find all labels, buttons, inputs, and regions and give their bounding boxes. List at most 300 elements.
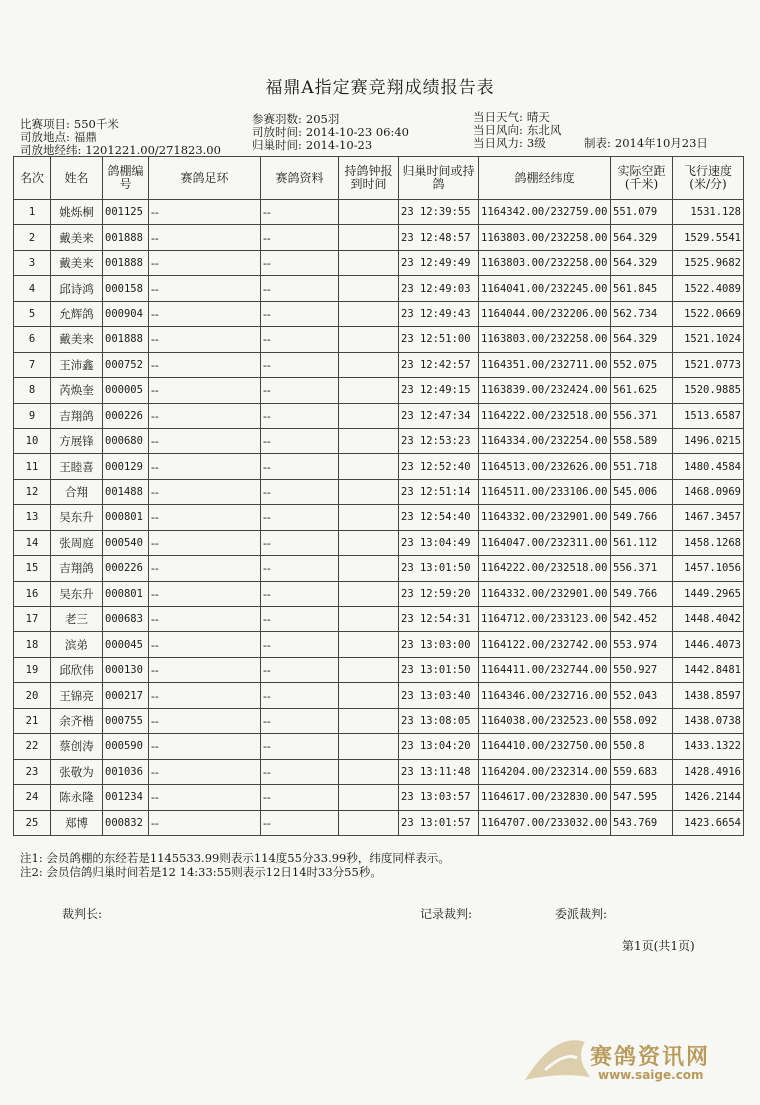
ring-cell: -- bbox=[149, 734, 261, 759]
info-cell: -- bbox=[261, 276, 339, 301]
rank-cell: 7 bbox=[14, 352, 51, 377]
coords-cell: 1164038.00/232523.00 bbox=[479, 708, 611, 733]
loft-cell: 001234 bbox=[103, 785, 149, 810]
rank-cell: 19 bbox=[14, 657, 51, 682]
info-cell: -- bbox=[261, 734, 339, 759]
rank-cell: 12 bbox=[14, 479, 51, 504]
table-row bbox=[14, 479, 744, 504]
loft-cell: 001125 bbox=[103, 200, 149, 225]
coords-cell: 1164712.00/233123.00 bbox=[479, 607, 611, 632]
loft-cell: 000045 bbox=[103, 632, 149, 657]
coords-cell: 1163803.00/232258.00 bbox=[479, 327, 611, 352]
signature-chief-referee: 裁判长: bbox=[62, 907, 103, 921]
clock-cell bbox=[339, 378, 399, 403]
speed-cell: 1521.1024 bbox=[673, 327, 744, 352]
distance-cell: 556.371 bbox=[611, 403, 673, 428]
ring-cell: -- bbox=[149, 607, 261, 632]
return-time-cell: 23 12:49:15 bbox=[399, 378, 479, 403]
return-time-cell: 23 12:51:14 bbox=[399, 479, 479, 504]
clock-cell bbox=[339, 454, 399, 479]
loft-cell: 000832 bbox=[103, 810, 149, 835]
rank-cell: 8 bbox=[14, 378, 51, 403]
rank-cell: 23 bbox=[14, 759, 51, 784]
ring-cell: -- bbox=[149, 250, 261, 275]
info-cell: -- bbox=[261, 785, 339, 810]
coords-cell: 1164411.00/232744.00 bbox=[479, 657, 611, 682]
return-time-cell: 23 12:39:55 bbox=[399, 200, 479, 225]
distance-cell: 545.006 bbox=[611, 479, 673, 504]
ring-cell: -- bbox=[149, 276, 261, 301]
ring-cell: -- bbox=[149, 556, 261, 581]
speed-cell: 1438.0738 bbox=[673, 708, 744, 733]
results-table bbox=[13, 156, 744, 836]
watermark-site-name: 赛鸽资讯网 bbox=[590, 1045, 711, 1070]
name-cell: 戴美来 bbox=[51, 225, 103, 250]
name-cell: 戴美来 bbox=[51, 327, 103, 352]
loft-cell: 000158 bbox=[103, 276, 149, 301]
return-time-cell: 23 12:42:57 bbox=[399, 352, 479, 377]
col-header-coords: 鸽棚经纬度 bbox=[479, 157, 611, 200]
speed-cell: 1438.8597 bbox=[673, 683, 744, 708]
rank-cell: 14 bbox=[14, 530, 51, 555]
distance-cell: 561.845 bbox=[611, 276, 673, 301]
table-row bbox=[14, 734, 744, 759]
rank-cell: 1 bbox=[14, 200, 51, 225]
rank-cell: 3 bbox=[14, 250, 51, 275]
return-time-cell: 23 13:08:05 bbox=[399, 708, 479, 733]
distance-cell: 561.112 bbox=[611, 530, 673, 555]
name-cell: 芮焕奎 bbox=[51, 378, 103, 403]
speed-cell: 1521.0773 bbox=[673, 352, 744, 377]
footnote-1: 注1: 会员鸽棚的东经若是1145533.99则表示114度55分33.99秒，纬度同样表示。 bbox=[20, 851, 450, 865]
ring-cell: -- bbox=[149, 327, 261, 352]
ring-cell: -- bbox=[149, 632, 261, 657]
name-cell: 邱欣伟 bbox=[51, 657, 103, 682]
clock-cell bbox=[339, 479, 399, 504]
distance-cell: 551.718 bbox=[611, 454, 673, 479]
name-cell: 陈永隆 bbox=[51, 785, 103, 810]
clock-cell bbox=[339, 734, 399, 759]
rank-cell: 25 bbox=[14, 810, 51, 835]
return-time-cell: 23 12:53:23 bbox=[399, 428, 479, 453]
speed-cell: 1531.128 bbox=[673, 200, 744, 225]
coords-cell: 1164222.00/232518.00 bbox=[479, 556, 611, 581]
return-time-cell: 23 13:11:48 bbox=[399, 759, 479, 784]
info-cell: -- bbox=[261, 759, 339, 784]
distance-cell: 552.075 bbox=[611, 352, 673, 377]
return-time-cell: 23 13:04:49 bbox=[399, 530, 479, 555]
rank-cell: 16 bbox=[14, 581, 51, 606]
ring-cell: -- bbox=[149, 378, 261, 403]
info-cell: -- bbox=[261, 403, 339, 428]
col-header-speed: 飞行速度(米/分) bbox=[673, 157, 744, 200]
name-cell: 蔡创涛 bbox=[51, 734, 103, 759]
speed-cell: 1468.0969 bbox=[673, 479, 744, 504]
distance-cell: 561.625 bbox=[611, 378, 673, 403]
col-header-rank: 名次 bbox=[14, 157, 51, 200]
coords-cell: 1164351.00/232711.00 bbox=[479, 352, 611, 377]
ring-cell: -- bbox=[149, 708, 261, 733]
clock-cell bbox=[339, 530, 399, 555]
distance-cell: 543.769 bbox=[611, 810, 673, 835]
name-cell: 王锦亮 bbox=[51, 683, 103, 708]
distance-cell: 553.974 bbox=[611, 632, 673, 657]
coords-cell: 1164513.00/232626.00 bbox=[479, 454, 611, 479]
name-cell: 姚烁桐 bbox=[51, 200, 103, 225]
info-cell: -- bbox=[261, 378, 339, 403]
name-cell: 滨弟 bbox=[51, 632, 103, 657]
table-row bbox=[14, 428, 744, 453]
name-cell: 吉翔鸽 bbox=[51, 403, 103, 428]
col-header-loft: 鸽棚编号 bbox=[103, 157, 149, 200]
table-row bbox=[14, 276, 744, 301]
table-header-row bbox=[14, 157, 744, 200]
distance-cell: 549.766 bbox=[611, 505, 673, 530]
col-header-info: 赛鸽资料 bbox=[261, 157, 339, 200]
speed-cell: 1433.1322 bbox=[673, 734, 744, 759]
clock-cell bbox=[339, 556, 399, 581]
return-time-cell: 23 12:49:49 bbox=[399, 250, 479, 275]
return-time-cell: 23 13:01:50 bbox=[399, 657, 479, 682]
ring-cell: -- bbox=[149, 428, 261, 453]
coords-cell: 1164204.00/232314.00 bbox=[479, 759, 611, 784]
table-row bbox=[14, 378, 744, 403]
distance-cell: 556.371 bbox=[611, 556, 673, 581]
ring-cell: -- bbox=[149, 352, 261, 377]
name-cell: 郑博 bbox=[51, 810, 103, 835]
loft-cell: 000590 bbox=[103, 734, 149, 759]
distance-cell: 558.589 bbox=[611, 428, 673, 453]
table-row bbox=[14, 581, 744, 606]
return-time-cell: 23 13:01:57 bbox=[399, 810, 479, 835]
meta-return-time: 归巢时间: 2014-10-23 bbox=[252, 138, 373, 152]
rank-cell: 18 bbox=[14, 632, 51, 657]
clock-cell bbox=[339, 327, 399, 352]
return-time-cell: 23 12:49:43 bbox=[399, 301, 479, 326]
loft-cell: 000540 bbox=[103, 530, 149, 555]
table-row bbox=[14, 352, 744, 377]
loft-cell: 001488 bbox=[103, 479, 149, 504]
name-cell: 王沛鑫 bbox=[51, 352, 103, 377]
meta-made-date: 制表: 2014年10月23日 bbox=[584, 136, 708, 150]
table-row bbox=[14, 657, 744, 682]
clock-cell bbox=[339, 428, 399, 453]
loft-cell: 000752 bbox=[103, 352, 149, 377]
return-time-cell: 23 13:03:57 bbox=[399, 785, 479, 810]
table-row bbox=[14, 505, 744, 530]
coords-cell: 1164041.00/232245.00 bbox=[479, 276, 611, 301]
table-row bbox=[14, 403, 744, 428]
loft-cell: 000130 bbox=[103, 657, 149, 682]
report-title: 福鼎A指定赛竞翔成绩报告表 bbox=[265, 78, 495, 98]
rank-cell: 9 bbox=[14, 403, 51, 428]
distance-cell: 550.8 bbox=[611, 734, 673, 759]
name-cell: 吉翔鸽 bbox=[51, 556, 103, 581]
speed-cell: 1467.3457 bbox=[673, 505, 744, 530]
speed-cell: 1458.1268 bbox=[673, 530, 744, 555]
ring-cell: -- bbox=[149, 683, 261, 708]
info-cell: -- bbox=[261, 225, 339, 250]
table-row bbox=[14, 785, 744, 810]
return-time-cell: 23 13:01:50 bbox=[399, 556, 479, 581]
clock-cell bbox=[339, 352, 399, 377]
signature-record-referee: 记录裁判: bbox=[420, 907, 473, 921]
speed-cell: 1442.8481 bbox=[673, 657, 744, 682]
clock-cell bbox=[339, 708, 399, 733]
coords-cell: 1164047.00/232311.00 bbox=[479, 530, 611, 555]
speed-cell: 1513.6587 bbox=[673, 403, 744, 428]
meta-wind-force: 当日风力: 3级 bbox=[473, 136, 546, 150]
rank-cell: 6 bbox=[14, 327, 51, 352]
table-row bbox=[14, 759, 744, 784]
rank-cell: 17 bbox=[14, 607, 51, 632]
info-cell: -- bbox=[261, 250, 339, 275]
loft-cell: 000755 bbox=[103, 708, 149, 733]
info-cell: -- bbox=[261, 556, 339, 581]
name-cell: 吴东升 bbox=[51, 581, 103, 606]
clock-cell bbox=[339, 581, 399, 606]
coords-cell: 1163839.00/232424.00 bbox=[479, 378, 611, 403]
table-row bbox=[14, 556, 744, 581]
ring-cell: -- bbox=[149, 403, 261, 428]
ring-cell: -- bbox=[149, 225, 261, 250]
clock-cell bbox=[339, 810, 399, 835]
rank-cell: 24 bbox=[14, 785, 51, 810]
clock-cell bbox=[339, 632, 399, 657]
return-time-cell: 23 12:49:03 bbox=[399, 276, 479, 301]
name-cell: 老三 bbox=[51, 607, 103, 632]
coords-cell: 1164617.00/232830.00 bbox=[479, 785, 611, 810]
loft-cell: 000683 bbox=[103, 607, 149, 632]
meta-entries: 参赛羽数: 205羽 bbox=[252, 112, 340, 126]
name-cell: 允辉鸽 bbox=[51, 301, 103, 326]
speed-cell: 1480.4584 bbox=[673, 454, 744, 479]
speed-cell: 1423.6654 bbox=[673, 810, 744, 835]
speed-cell: 1426.2144 bbox=[673, 785, 744, 810]
clock-cell bbox=[339, 403, 399, 428]
speed-cell: 1448.4042 bbox=[673, 607, 744, 632]
info-cell: -- bbox=[261, 657, 339, 682]
coords-cell: 1164511.00/233106.00 bbox=[479, 479, 611, 504]
info-cell: -- bbox=[261, 327, 339, 352]
coords-cell: 1164342.00/232759.00 bbox=[479, 200, 611, 225]
speed-cell: 1457.1056 bbox=[673, 556, 744, 581]
col-header-name: 姓名 bbox=[51, 157, 103, 200]
footnote-2: 注2: 会员信鸽归巢时间若是12 14:33:55则表示12日14时33分55秒。 bbox=[20, 865, 382, 879]
loft-cell: 000801 bbox=[103, 505, 149, 530]
ring-cell: -- bbox=[149, 479, 261, 504]
table-row bbox=[14, 607, 744, 632]
return-time-cell: 23 12:51:00 bbox=[399, 327, 479, 352]
speed-cell: 1446.4073 bbox=[673, 632, 744, 657]
clock-cell bbox=[339, 225, 399, 250]
distance-cell: 562.734 bbox=[611, 301, 673, 326]
distance-cell: 549.766 bbox=[611, 581, 673, 606]
clock-cell bbox=[339, 250, 399, 275]
rank-cell: 10 bbox=[14, 428, 51, 453]
col-header-clock: 持鸽钟报到时间 bbox=[339, 157, 399, 200]
info-cell: -- bbox=[261, 581, 339, 606]
loft-cell: 000226 bbox=[103, 556, 149, 581]
return-time-cell: 23 12:54:40 bbox=[399, 505, 479, 530]
coords-cell: 1163803.00/232258.00 bbox=[479, 250, 611, 275]
rank-cell: 5 bbox=[14, 301, 51, 326]
return-time-cell: 23 12:59:20 bbox=[399, 581, 479, 606]
name-cell: 戴美来 bbox=[51, 250, 103, 275]
clock-cell bbox=[339, 200, 399, 225]
rank-cell: 2 bbox=[14, 225, 51, 250]
meta-release-place: 司放地点: 福鼎 bbox=[20, 130, 97, 144]
footnotes bbox=[20, 851, 450, 879]
loft-cell: 000129 bbox=[103, 454, 149, 479]
table-row bbox=[14, 810, 744, 835]
info-cell: -- bbox=[261, 607, 339, 632]
coords-cell: 1164122.00/232742.00 bbox=[479, 632, 611, 657]
table-row bbox=[14, 454, 744, 479]
return-time-cell: 23 13:04:20 bbox=[399, 734, 479, 759]
clock-cell bbox=[339, 276, 399, 301]
rank-cell: 11 bbox=[14, 454, 51, 479]
rank-cell: 15 bbox=[14, 556, 51, 581]
info-cell: -- bbox=[261, 352, 339, 377]
loft-cell: 000680 bbox=[103, 428, 149, 453]
meta-race-item: 比赛项目: 550千米 bbox=[20, 117, 119, 131]
meta-weather: 当日天气: 晴天 bbox=[473, 110, 550, 124]
info-cell: -- bbox=[261, 301, 339, 326]
speed-cell: 1449.2965 bbox=[673, 581, 744, 606]
speed-cell: 1522.0669 bbox=[673, 301, 744, 326]
distance-cell: 542.452 bbox=[611, 607, 673, 632]
table-row bbox=[14, 301, 744, 326]
ring-cell: -- bbox=[149, 810, 261, 835]
info-cell: -- bbox=[261, 810, 339, 835]
name-cell: 吴东升 bbox=[51, 505, 103, 530]
clock-cell bbox=[339, 301, 399, 326]
watermark-url: www.saige.com bbox=[598, 1068, 704, 1082]
distance-cell: 559.683 bbox=[611, 759, 673, 784]
coords-cell: 1163803.00/232258.00 bbox=[479, 225, 611, 250]
ring-cell: -- bbox=[149, 657, 261, 682]
distance-cell: 564.329 bbox=[611, 225, 673, 250]
name-cell: 邱诗鸿 bbox=[51, 276, 103, 301]
coords-cell: 1164332.00/232901.00 bbox=[479, 581, 611, 606]
table-row bbox=[14, 225, 744, 250]
speed-cell: 1428.4916 bbox=[673, 759, 744, 784]
loft-cell: 001888 bbox=[103, 225, 149, 250]
meta-release-time: 司放时间: 2014-10-23 06:40 bbox=[252, 125, 409, 139]
meta-wind-direction: 当日风向: 东北风 bbox=[473, 123, 562, 137]
speed-cell: 1496.0215 bbox=[673, 428, 744, 453]
loft-cell: 000217 bbox=[103, 683, 149, 708]
info-cell: -- bbox=[261, 632, 339, 657]
name-cell: 张周庭 bbox=[51, 530, 103, 555]
coords-cell: 1164222.00/232518.00 bbox=[479, 403, 611, 428]
ring-cell: -- bbox=[149, 301, 261, 326]
clock-cell bbox=[339, 607, 399, 632]
col-header-ring: 赛鸽足环 bbox=[149, 157, 261, 200]
distance-cell: 558.092 bbox=[611, 708, 673, 733]
speed-cell: 1529.5541 bbox=[673, 225, 744, 250]
ring-cell: -- bbox=[149, 759, 261, 784]
name-cell: 合翔 bbox=[51, 479, 103, 504]
distance-cell: 550.927 bbox=[611, 657, 673, 682]
rank-cell: 13 bbox=[14, 505, 51, 530]
table-row bbox=[14, 530, 744, 555]
coords-cell: 1164332.00/232901.00 bbox=[479, 505, 611, 530]
table-row bbox=[14, 327, 744, 352]
clock-cell bbox=[339, 785, 399, 810]
clock-cell bbox=[339, 683, 399, 708]
ring-cell: -- bbox=[149, 454, 261, 479]
clock-cell bbox=[339, 505, 399, 530]
return-time-cell: 23 12:48:57 bbox=[399, 225, 479, 250]
clock-cell bbox=[339, 657, 399, 682]
coords-cell: 1164410.00/232750.00 bbox=[479, 734, 611, 759]
info-cell: -- bbox=[261, 200, 339, 225]
speed-cell: 1525.9682 bbox=[673, 250, 744, 275]
signature-appointed-referee: 委派裁判: bbox=[555, 907, 608, 921]
speed-cell: 1520.9885 bbox=[673, 378, 744, 403]
name-cell: 张敬为 bbox=[51, 759, 103, 784]
table-row bbox=[14, 632, 744, 657]
name-cell: 余齐楷 bbox=[51, 708, 103, 733]
distance-cell: 551.079 bbox=[611, 200, 673, 225]
name-cell: 方展锋 bbox=[51, 428, 103, 453]
rank-cell: 20 bbox=[14, 683, 51, 708]
meta-release-coords: 司放地经纬: 1201221.00/271823.00 bbox=[20, 143, 221, 157]
table-row bbox=[14, 708, 744, 733]
info-cell: -- bbox=[261, 683, 339, 708]
return-time-cell: 23 13:03:40 bbox=[399, 683, 479, 708]
info-cell: -- bbox=[261, 530, 339, 555]
rank-cell: 4 bbox=[14, 276, 51, 301]
coords-cell: 1164044.00/232206.00 bbox=[479, 301, 611, 326]
distance-cell: 564.329 bbox=[611, 250, 673, 275]
info-cell: -- bbox=[261, 708, 339, 733]
loft-cell: 001888 bbox=[103, 250, 149, 275]
table-row bbox=[14, 200, 744, 225]
info-cell: -- bbox=[261, 505, 339, 530]
ring-cell: -- bbox=[149, 530, 261, 555]
return-time-cell: 23 13:03:00 bbox=[399, 632, 479, 657]
speed-cell: 1522.4089 bbox=[673, 276, 744, 301]
info-cell: -- bbox=[261, 479, 339, 504]
ring-cell: -- bbox=[149, 505, 261, 530]
rank-cell: 22 bbox=[14, 734, 51, 759]
col-header-distance: 实际空距(千米) bbox=[611, 157, 673, 200]
coords-cell: 1164334.00/232254.00 bbox=[479, 428, 611, 453]
distance-cell: 547.595 bbox=[611, 785, 673, 810]
ring-cell: -- bbox=[149, 785, 261, 810]
return-time-cell: 23 12:47:34 bbox=[399, 403, 479, 428]
loft-cell: 000226 bbox=[103, 403, 149, 428]
table-row bbox=[14, 250, 744, 275]
col-header-return-time: 归巢时间或持鸽 bbox=[399, 157, 479, 200]
clock-cell bbox=[339, 759, 399, 784]
info-cell: -- bbox=[261, 428, 339, 453]
name-cell: 王睦喜 bbox=[51, 454, 103, 479]
info-cell: -- bbox=[261, 454, 339, 479]
coords-cell: 1164707.00/233032.00 bbox=[479, 810, 611, 835]
coords-cell: 1164346.00/232716.00 bbox=[479, 683, 611, 708]
rank-cell: 21 bbox=[14, 708, 51, 733]
ring-cell: -- bbox=[149, 581, 261, 606]
return-time-cell: 23 12:52:40 bbox=[399, 454, 479, 479]
loft-cell: 001036 bbox=[103, 759, 149, 784]
return-time-cell: 23 12:54:31 bbox=[399, 607, 479, 632]
loft-cell: 000904 bbox=[103, 301, 149, 326]
distance-cell: 552.043 bbox=[611, 683, 673, 708]
